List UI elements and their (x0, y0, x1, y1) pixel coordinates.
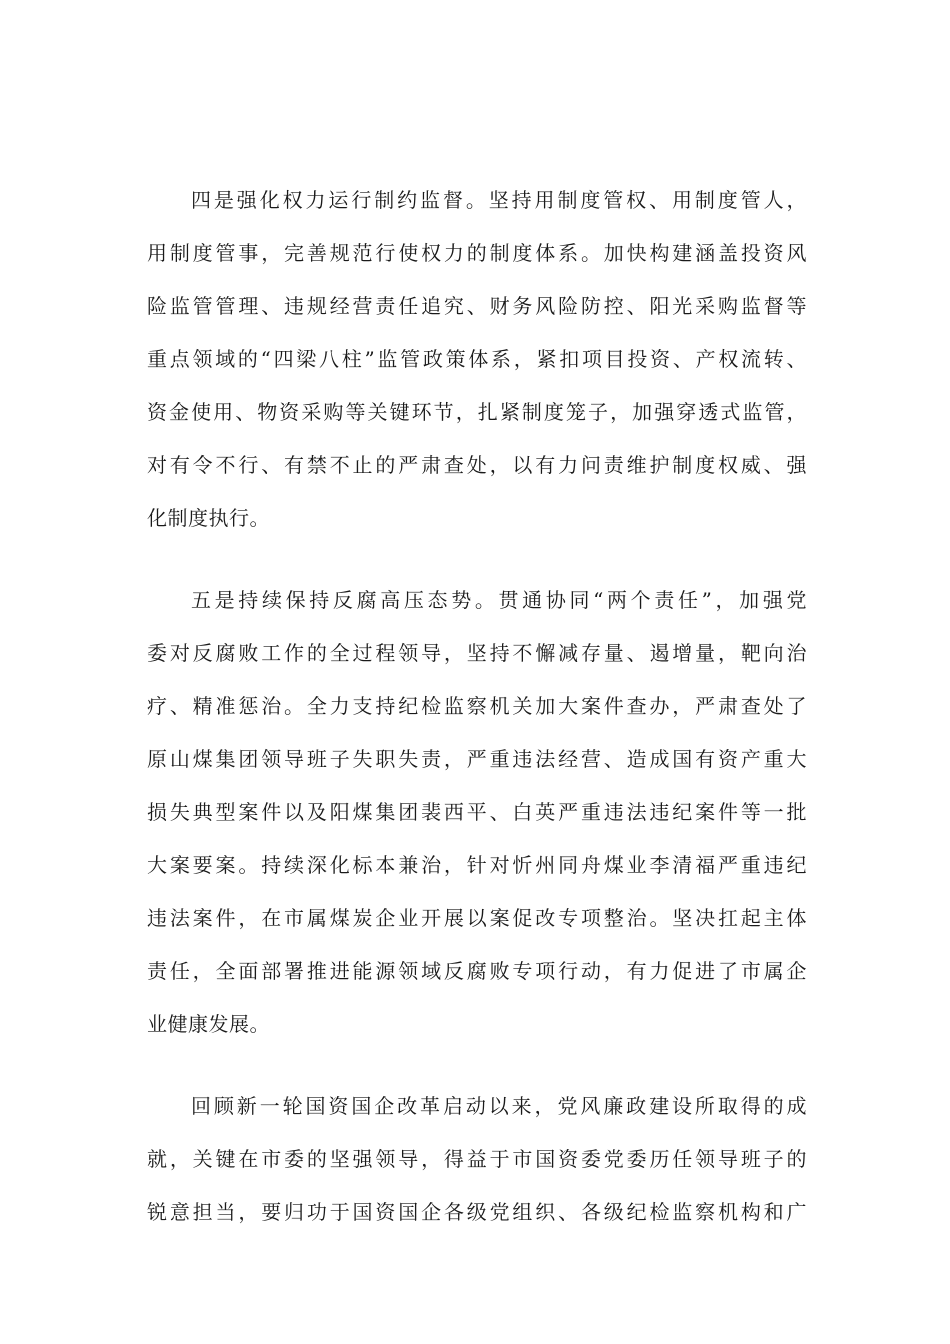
text-line: 业健康发展。 (147, 1012, 270, 1036)
paragraph-anti-corruption (147, 574, 807, 1051)
text-line: 险监管管理、违规经营责任追究、财务风险防控、阳光采购监督等 (147, 294, 807, 318)
text-line: 违法案件，在市属煤炭企业开展以案促改专项整治。坚决扛起主体 (147, 906, 807, 930)
text-line: 疗、精准惩治。全力支持纪检监察机关加大案件查办，严肃查处了 (147, 694, 807, 718)
text-line: 四是强化权力运行制约监督。坚持用制度管权、用制度管人， (191, 188, 807, 212)
text-line: 就，关键在市委的坚强领导，得益于市国资委党委历任领导班子的 (147, 1147, 807, 1171)
paragraph-review (147, 1080, 807, 1239)
text-line: 化制度执行。 (147, 506, 270, 530)
text-line: 大案要案。持续深化标本兼治，针对忻州同舟煤业李清福严重违纪 (147, 853, 807, 877)
text-line: 五是持续保持反腐高压态势。贯通协同“两个责任”，加强党 (191, 588, 807, 612)
text-line: 资金使用、物资采购等关键环节，扎紧制度笼子，加强穿透式监管， (147, 400, 807, 424)
text-line: 对有令不行、有禁不止的严肃查处，以有力问责维护制度权威、强 (147, 453, 807, 477)
text-line: 原山煤集团领导班子失职失责，严重违法经营、造成国有资产重大 (147, 747, 807, 771)
text-line: 责任，全面部署推进能源领域反腐败专项行动，有力促进了市属企 (147, 959, 807, 983)
text-line: 委对反腐败工作的全过程领导，坚持不懈减存量、遏增量，靶向治 (147, 641, 807, 665)
paragraph-power-supervision (147, 174, 807, 545)
text-line: 回顾新一轮国资国企改革启动以来，党风廉政建设所取得的成 (191, 1094, 807, 1118)
text-line: 锐意担当，要归功于国资国企各级党组织、各级纪检监察机构和广 (147, 1200, 807, 1224)
text-line: 用制度管事，完善规范行使权力的制度体系。加快构建涵盖投资风 (147, 241, 807, 265)
text-line: 损失典型案件以及阳煤集团裴西平、白英严重违法违纪案件等一批 (147, 800, 807, 824)
text-line: 重点领域的“四梁八柱”监管政策体系，紧扣项目投资、产权流转、 (147, 347, 807, 371)
